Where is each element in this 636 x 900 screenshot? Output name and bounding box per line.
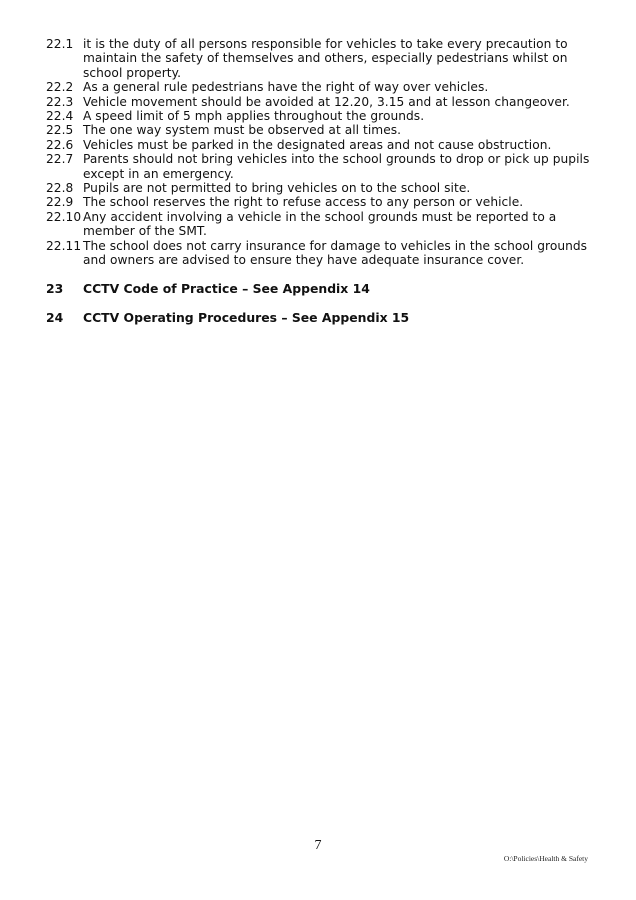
section-title: CCTV Code of Practice – See Appendix 14: [83, 281, 370, 296]
item-number: 22.2: [46, 80, 74, 95]
footer-file-path: O:\Policies\Health & Safety: [503, 854, 588, 863]
rules-list: [46, 37, 606, 268]
page-number: 7: [314, 838, 322, 853]
item-text: The school does not carry insurance for damage to vehicles in the school grounds and owners are advised to ensure they have adequate insurance cover.: [83, 238, 588, 268]
section-heading-cctv-code: [46, 281, 370, 296]
list-item: [46, 109, 606, 123]
list-item: [46, 210, 606, 239]
list-item: [46, 138, 606, 152]
item-text: A speed limit of 5 mph applies throughout the grounds.: [83, 109, 425, 124]
item-number: 22.7: [46, 152, 74, 167]
item-number: 22.1: [46, 37, 74, 51]
section-number: 23: [46, 281, 64, 296]
item-text: The school reserves the right to refuse access to any person or vehicle.: [83, 195, 524, 210]
section-number: 24: [46, 310, 64, 325]
item-text: Vehicle movement should be avoided at 12.20, 3.15 and at lesson changeover.: [83, 94, 570, 109]
item-number: 22.5: [46, 123, 74, 138]
item-text: Pupils are not permitted to bring vehicles on to the school site.: [83, 181, 471, 196]
item-text: it is the duty of all persons responsible for vehicles to take every precaution to maintain the safety of themselves and others, especially pedestrians whilst on school property.: [83, 37, 568, 80]
item-number: 22.3: [46, 94, 74, 109]
item-number: 22.8: [46, 181, 74, 196]
item-text: As a general rule pedestrians have the right of way over vehicles.: [83, 80, 489, 95]
list-item: [46, 95, 606, 109]
section-heading-cctv-procedures: [46, 310, 409, 325]
item-number: 22.6: [46, 137, 74, 152]
item-text: Vehicles must be parked in the designated areas and not cause obstruction.: [83, 137, 552, 152]
list-item: [46, 152, 606, 181]
item-number: 22.11: [46, 238, 82, 253]
item-number: 22.4: [46, 109, 74, 124]
list-item: [46, 37, 606, 80]
list-item: [46, 80, 606, 94]
list-item: [46, 239, 606, 268]
item-text: The one way system must be observed at all times.: [83, 123, 402, 138]
list-item: [46, 181, 606, 195]
item-number: 22.10: [46, 209, 82, 224]
item-text: Any accident involving a vehicle in the school grounds must be reported to a member of the SMT.: [83, 209, 557, 239]
item-number: 22.9: [46, 195, 74, 210]
list-item: [46, 123, 606, 137]
list-item: [46, 195, 606, 209]
item-text: Parents should not bring vehicles into the school grounds to drop or pick up pupils except in an emergency.: [83, 152, 590, 181]
section-title: CCTV Operating Procedures – See Appendix 15: [83, 310, 410, 325]
